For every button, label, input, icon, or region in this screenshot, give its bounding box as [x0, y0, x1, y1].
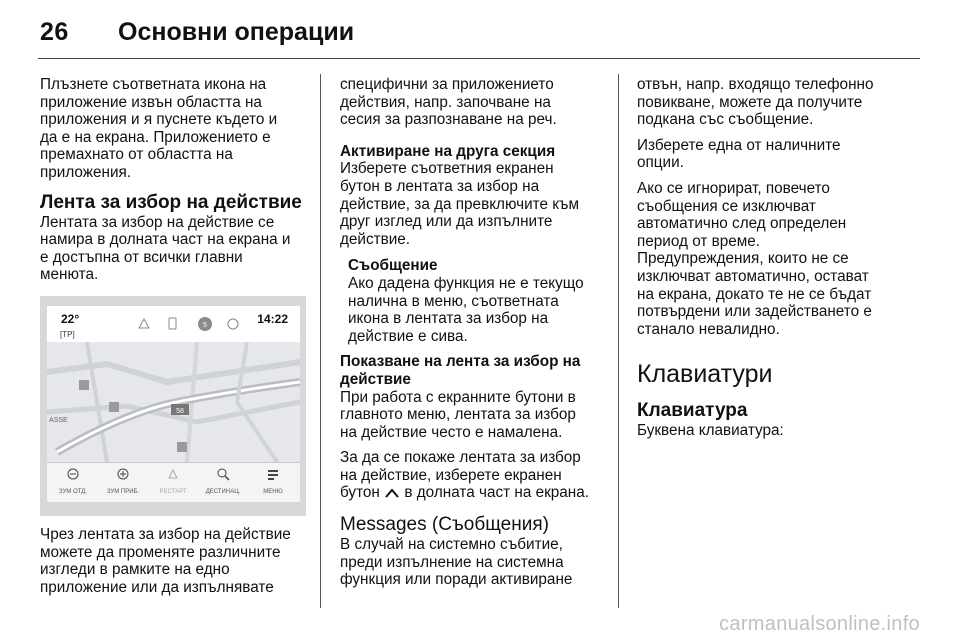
page-title: Основни операции — [118, 18, 355, 46]
zoom-out-icon — [66, 467, 80, 481]
continued-paragraph — [637, 76, 905, 129]
text-line: преди изпълнение на системна — [340, 553, 564, 571]
page-number: 26 — [40, 18, 69, 46]
text-line: функция или поради активиране — [340, 571, 573, 589]
options-paragraph — [637, 137, 905, 172]
continued-paragraph — [340, 76, 608, 129]
text-line: Предупреждения, които не се — [637, 250, 849, 268]
show-action-bar-paragraph-2: За да се покаже лентата за избор на действие, изберете екранен бутон в долната част на екрана. — [340, 449, 589, 502]
text-line: период от време. — [637, 232, 761, 250]
column-divider — [618, 74, 619, 608]
navigation-tab-icon — [139, 319, 149, 328]
text-line: намира в долната част на екрана и — [40, 231, 291, 249]
text-line: приложение или да изпълнявате — [40, 578, 274, 596]
zoom-in-icon — [116, 467, 130, 481]
column-3 — [637, 76, 905, 440]
text-line: повикване, можете да получите — [637, 93, 863, 111]
text-line: на действие, изберете екранен — [340, 466, 562, 484]
destination-label: ДЕСТИНАЦ. — [205, 488, 241, 495]
timeout-paragraph — [637, 180, 905, 338]
menu-label: МЕНЮ — [263, 488, 283, 495]
text-line: на екрана, докато те не се бъдат — [637, 285, 872, 303]
subheading-keyboard: Клавиатура — [637, 400, 748, 422]
zoom-out-button[interactable] — [48, 465, 98, 501]
subheading-show-action-bar: Показване на лента за избор на действие — [340, 353, 581, 388]
after-figure-paragraph — [40, 526, 308, 596]
section-paragraph — [40, 214, 308, 284]
svg-text:5: 5 — [203, 321, 207, 329]
text-line: премахнато от областта на — [40, 146, 233, 164]
poi-icon — [177, 442, 187, 452]
text-line: друг изглед или да изпълните — [340, 213, 553, 231]
recenter-label: РЕСТАРТ — [159, 488, 187, 495]
app-tabs — [135, 314, 245, 334]
zoom-in-button[interactable] — [98, 465, 148, 501]
text-line: действие. — [340, 230, 411, 248]
text-line: приложение извън областта на — [40, 93, 262, 111]
chevron-up-icon — [384, 487, 400, 499]
recenter-button[interactable] — [148, 465, 198, 501]
section-heading-messages: Messages (Съобщения) — [340, 514, 549, 536]
text-line: В случай на системно събитие, — [340, 536, 563, 554]
text-line: изключват автоматично, остават — [637, 267, 869, 285]
text-line: При работа с екранните бутони в — [340, 388, 576, 406]
poi-icon — [79, 380, 89, 390]
text-line: опции. — [637, 154, 684, 172]
navigation-screenshot-figure — [40, 296, 306, 516]
poi-icon — [109, 402, 119, 412]
zoom-in-label: ЗУМ ПРИБ. — [106, 488, 140, 495]
text-line: сесия за разпознаване на реч. — [340, 111, 557, 129]
clock-readout: 14:22 — [257, 311, 288, 326]
menu-icon — [266, 467, 280, 481]
text-line: главното меню, лентата за избор — [340, 406, 576, 424]
media-tab-icon — [228, 319, 238, 329]
text-line: приложения. — [40, 163, 132, 181]
text-line: отвън, напр. входящо телефонно — [637, 76, 874, 93]
text-line: съобщения се изключват — [637, 197, 816, 215]
subheading-activate-section: Активиране на друга секция — [340, 142, 556, 160]
header-divider — [38, 58, 920, 59]
temperature-readout: 22° — [61, 311, 80, 326]
watermark: carmanualsonline.info — [719, 613, 920, 635]
text-line: автоматично след определен — [637, 215, 847, 233]
text-line: Ако дадена функция не е текущо — [348, 274, 584, 292]
destination-icon — [216, 467, 230, 481]
status-bar — [47, 306, 300, 342]
text-line: действие, за да превключите към — [340, 195, 579, 213]
column-2 — [340, 76, 608, 589]
text-line: налична в меню, съответната — [348, 292, 559, 310]
text-line: подкана със съобщение. — [637, 111, 814, 129]
recenter-icon — [166, 467, 180, 481]
text-line: Изберете съответния екранен — [340, 160, 554, 178]
text-line: да е на екрана. Приложението е — [40, 128, 271, 146]
text-line: приложения и я пуснете където и — [40, 111, 278, 129]
zoom-out-label: ЗУМ ОТД. — [59, 488, 87, 495]
text-line: Лентата за избор на действие се — [40, 213, 275, 231]
show-action-bar-paragraph — [340, 389, 608, 442]
phone-tab-icon — [169, 318, 176, 329]
text-line: Чрез лентата за избор на действие — [40, 525, 291, 543]
tp-indicator: [TP] — [60, 329, 75, 339]
section-heading-action-bar: Лента за избор на действие — [40, 191, 302, 213]
text-line: специфични за приложението — [340, 76, 554, 93]
keyboard-paragraph — [637, 422, 905, 440]
text-line: Плъзнете съответната икона на — [40, 76, 267, 93]
menu-button[interactable] — [248, 465, 298, 501]
text-line: менюта. — [40, 266, 99, 284]
infotainment-screen — [47, 306, 300, 502]
text-line: Изберете една от наличните — [637, 136, 841, 154]
column-divider — [320, 74, 321, 608]
page-header — [40, 16, 920, 56]
text-line: бутон в лентата за избор на — [340, 177, 540, 195]
text-line: на действие често е намалена. — [340, 423, 563, 441]
map-edge-label: ASSE — [49, 416, 68, 424]
activate-section-paragraph — [340, 160, 608, 248]
text-line: Ако се игнорират, повечето — [637, 179, 830, 197]
note-box — [348, 257, 608, 345]
map-view — [47, 342, 300, 462]
messages-paragraph — [340, 536, 608, 589]
text-line: За да се покаже лентата за избор — [340, 449, 581, 467]
text-line: действия, напр. започване на — [340, 93, 551, 111]
action-selector-bar — [47, 462, 300, 502]
route-marker-label: 58 — [176, 407, 184, 415]
text-line: икона в лентата за избор на — [348, 310, 549, 328]
text-line: действие е сива. — [348, 327, 468, 345]
column-1 — [40, 76, 308, 596]
section-heading-keyboards: Клавиатури — [637, 360, 773, 389]
text-line: можете да променяте различните — [40, 543, 281, 561]
map-graphic — [47, 342, 300, 462]
text-line: станало невалидно. — [637, 320, 780, 338]
note-title: Съобщение — [348, 257, 438, 275]
destination-button[interactable] — [198, 465, 248, 501]
text-line: е достъпна от всички главни — [40, 248, 243, 266]
intro-paragraph — [40, 76, 308, 182]
text-line: потвърдени или задействането е — [637, 303, 872, 321]
text-line: изгледи в рамките на едно — [40, 561, 230, 579]
text-line: Буквена клавиатура: — [637, 422, 784, 440]
